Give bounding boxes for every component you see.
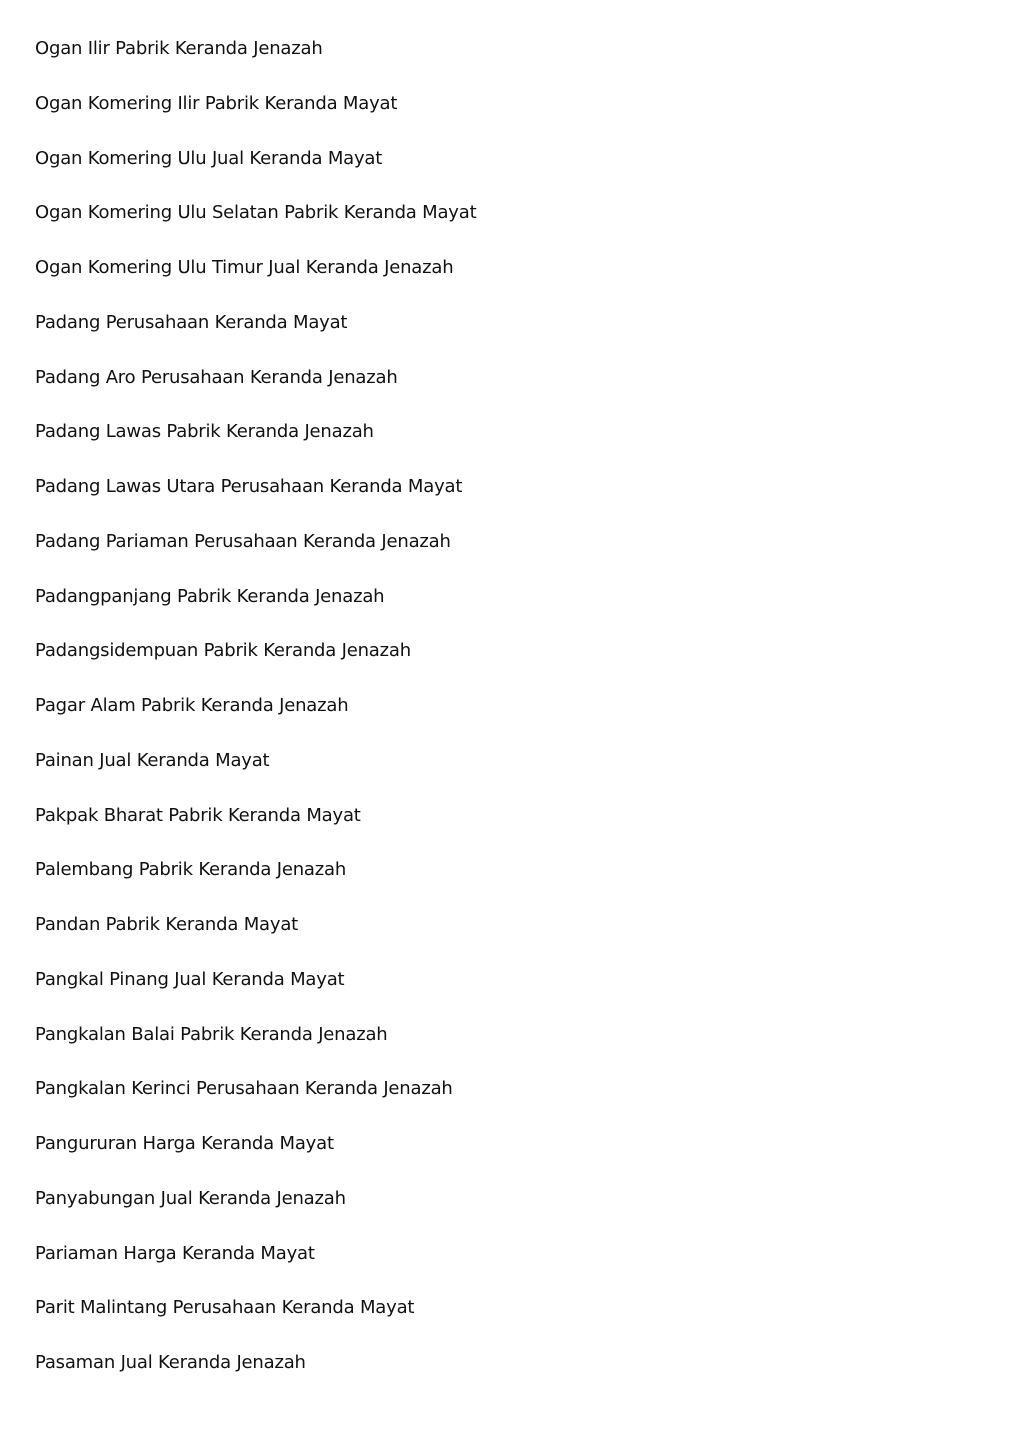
list-item: Padang Aro Perusahaan Keranda Jenazah: [35, 366, 398, 388]
list-item: Padang Pariaman Perusahaan Keranda Jenazah: [35, 530, 451, 552]
list-item: Ogan Komering Ulu Jual Keranda Mayat: [35, 147, 383, 169]
list-item: Pangkalan Balai Pabrik Keranda Jenazah: [35, 1023, 388, 1045]
list-item: Pagar Alam Pabrik Keranda Jenazah: [35, 695, 349, 716]
list-item: Padang Perusahaan Keranda Mayat: [35, 311, 348, 333]
list-item: Ogan Komering Ulu Timur Jual Keranda Jenazah: [35, 257, 454, 278]
list-item: Padang Lawas Utara Perusahaan Keranda Mayat: [35, 476, 463, 497]
list-item: Panyabungan Jual Keranda Jenazah: [35, 1187, 346, 1209]
list-item: Palembang Pabrik Keranda Jenazah: [35, 859, 347, 881]
list-item: Padangpanjang Pabrik Keranda Jenazah: [35, 585, 385, 607]
list-item: Pandan Pabrik Keranda Mayat: [35, 914, 299, 935]
list-item: Parit Malintang Perusahaan Keranda Mayat: [35, 1297, 415, 1319]
location-list: [35, 37, 476, 1406]
list-item: Pangkal Pinang Jual Keranda Mayat: [35, 968, 345, 990]
list-item: Painan Jual Keranda Mayat: [35, 749, 270, 771]
list-item: Pasaman Jual Keranda Jenazah: [35, 1352, 306, 1373]
list-item: Pariaman Harga Keranda Mayat: [35, 1242, 315, 1264]
list-item: Padang Lawas Pabrik Keranda Jenazah: [35, 421, 374, 443]
list-item: Ogan Komering Ulu Selatan Pabrik Keranda Mayat: [35, 202, 477, 224]
list-item: Padangsidempuan Pabrik Keranda Jenazah: [35, 640, 411, 662]
list-item: Ogan Ilir Pabrik Keranda Jenazah: [35, 38, 323, 59]
list-item: Pangururan Harga Keranda Mayat: [35, 1133, 334, 1154]
list-item: Pakpak Bharat Pabrik Keranda Mayat: [35, 804, 361, 826]
list-item: Pangkalan Kerinci Perusahaan Keranda Jenazah: [35, 1078, 453, 1100]
list-item: Ogan Komering Ilir Pabrik Keranda Mayat: [35, 92, 398, 114]
